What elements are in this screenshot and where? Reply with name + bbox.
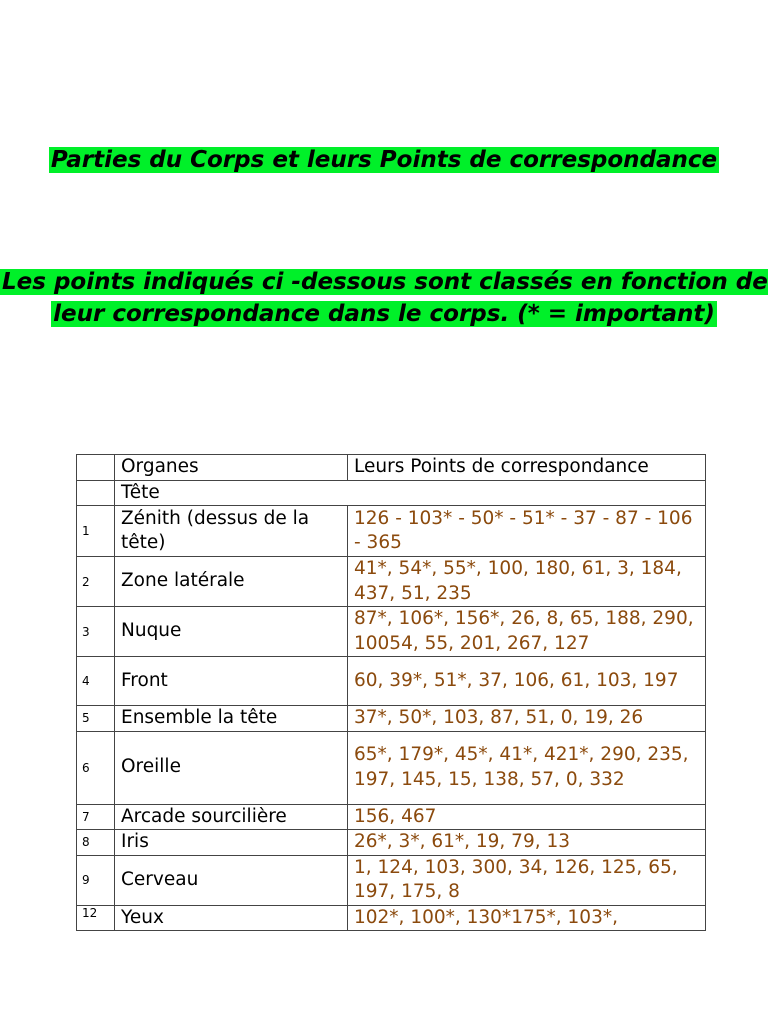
points-cell: 102*, 100*, 130*175*, 103*, [348,905,706,931]
points-cell: 87*, 106*, 156*, 26, 8, 65, 188, 290, 10054, 55, 201, 267, 127 [348,607,706,657]
table-row [77,855,706,905]
organ-cell: Arcade sourcilière [115,804,348,830]
organ-cell: Yeux [115,905,348,931]
organ-cell: Oreille [115,731,348,804]
points-cell: 60, 39*, 51*, 37, 106, 61, 103, 197 [348,657,706,706]
table-header-row [77,455,706,481]
points-cell: 26*, 3*, 61*, 19, 79, 13 [348,830,706,856]
correspondence-table [76,454,706,931]
document-title [0,144,768,176]
organ-cell: Iris [115,830,348,856]
points-cell: 1, 124, 103, 300, 34, 126, 125, 65, 197, 175, 8 [348,855,706,905]
table-row [77,804,706,830]
table-row [77,607,706,657]
row-number: 2 [77,557,115,607]
organ-cell: Zone latérale [115,557,348,607]
organ-cell: Nuque [115,607,348,657]
row-number: 1 [77,506,115,557]
organ-cell: Ensemble la tête [115,706,348,732]
row-number: 3 [77,607,115,657]
table-row [77,905,706,931]
points-cell: 156, 467 [348,804,706,830]
row-number: 4 [77,657,115,706]
row-number: 5 [77,706,115,732]
document-subtitle [0,266,768,330]
table-row [77,506,706,557]
row-number: 12 [77,905,115,931]
points-cell: 126 - 103* - 50* - 51* - 37 - 87 - 106 - 365 [348,506,706,557]
document-subtitle-text: Les points indiqués ci -dessous sont classés en fonction de leur correspondance dans le corps. (* = important) [2,269,768,327]
table-row [77,731,706,804]
row-number: 7 [77,804,115,830]
section-num-cell [77,480,115,506]
points-cell: 37*, 50*, 103, 87, 51, 0, 19, 26 [348,706,706,732]
row-number: 9 [77,855,115,905]
header-points: Leurs Points de correspondance [348,455,706,481]
points-cell: 41*, 54*, 55*, 100, 180, 61, 3, 184, 437, 51, 235 [348,557,706,607]
organ-cell: Zénith (dessus de la tête) [115,506,348,557]
table-section-row [77,480,706,506]
header-organes: Organes [115,455,348,481]
header-num-cell [77,455,115,481]
row-number: 8 [77,830,115,856]
table-row [77,706,706,732]
section-label: Tête [115,480,706,506]
table-row [77,657,706,706]
row-number: 6 [77,731,115,804]
document-title-text: Parties du Corps et leurs Points de correspondance [50,147,718,173]
organ-cell: Front [115,657,348,706]
table-row [77,557,706,607]
organ-cell: Cerveau [115,855,348,905]
table-row [77,830,706,856]
points-cell: 65*, 179*, 45*, 41*, 421*, 290, 235, 197, 145, 15, 138, 57, 0, 332 [348,731,706,804]
